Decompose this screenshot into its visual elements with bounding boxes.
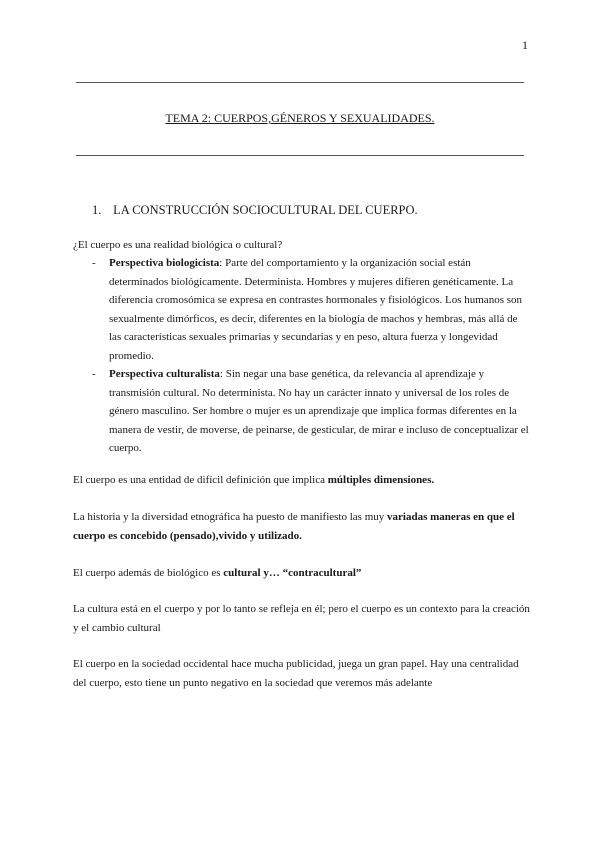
paragraph-emphasis: múltiples dimensiones. [327,474,435,486]
document-title: TEMA 2: CUERPOS,GÉNEROS Y SEXUALIDADES. [165,111,435,125]
section-heading [92,203,418,218]
paragraph-cultural [73,564,533,583]
bullet-dash: - [92,257,96,269]
section-title: LA CONSTRUCCIÓN SOCIOCULTURAL DEL CUERPO. [113,203,418,217]
top-divider [76,82,524,83]
list-item-biologicista [92,254,532,365]
paragraph-emphasis: variadas maneras en que el cuerpo es concebido (pensado),vivido y utilizado. [73,511,515,542]
bullet-dash: - [92,368,96,380]
term-biologicista: Perspectiva biologicista [109,257,220,269]
paragraph-dimensions [73,471,533,490]
paragraph-western-society: El cuerpo en la sociedad occidental hace mucha publicidad, juega un gran papel. Hay una centralidad del cuerpo, esto tiene un punto negativo en la sociedad que veremos más adelante [73,658,519,689]
paragraph-culture-body: La cultura está en el cuerpo y por lo tanto se refleja en él; pero el cuerpo es un contexto para la creación y el cambio cultural [73,603,530,634]
intro-question: ¿El cuerpo es una realidad biológica o cultural? [73,239,283,251]
page-number: 1 [522,38,528,52]
list-item-culturalista [92,365,532,458]
paragraph-emphasis: cultural y… “contracultural” [223,567,362,579]
section-number: 1. [92,203,102,217]
term-culturalista: Perspectiva culturalista [109,368,220,380]
bottom-divider [76,155,524,156]
paragraph-text: El cuerpo además de biológico es [73,567,224,579]
paragraph-text: La historia y la diversidad etnográfica ha puesto de manifiesto las muy [73,511,388,523]
perspectives-list [92,254,532,458]
definition-culturalista: : Sin negar una base genética, da relevancia al aprendizaje y transmisión cultural. No determinista. No hay un carácter innato y universal de los roles de género masculino. Ser hombre o mujer es un aprendizaje que implica formas diferentes en la manera de vestir, de moverse, de peinarse, de gesticular, de mirar e incluso de conceptualizar el cuerpo. [109,368,529,454]
paragraph-history [73,508,533,545]
paragraph-text: El cuerpo es una entidad de difícil definición que implica [73,474,328,486]
definition-biologicista: : Parte del comportamiento y la organización social están determinados biológicamente. Determinista. Hombres y mujeres difieren genéticamente. La diferencia cromosómica se expresa en contrastes hormonales y fisiológicos. Los humanos son sexualmente dimórficos, es decir, diferentes en la biología de machos y hembras, más allá de las características sexuales primarias y secundarias y en peso, altura fuerza y longevidad promedio. [109,257,522,362]
